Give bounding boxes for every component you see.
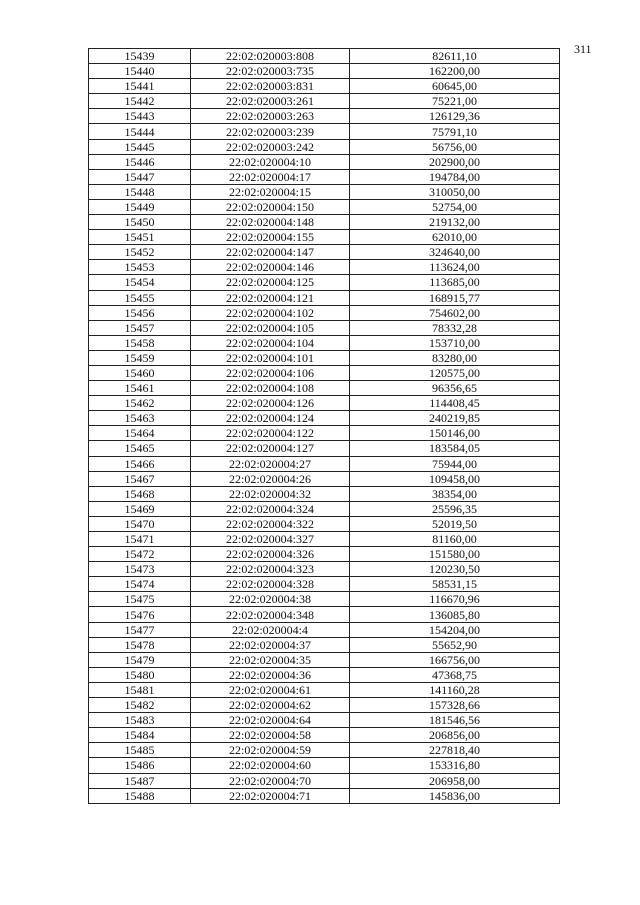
table-row: [89, 607, 560, 622]
registry-table-body: [89, 49, 560, 804]
table-row: [89, 245, 560, 260]
value-cell: 120230,50: [350, 562, 560, 577]
row-number-cell: 15456: [89, 305, 191, 320]
row-number-cell: 15446: [89, 154, 191, 169]
cadastral-number-cell: 22:02:020004:150: [191, 199, 350, 214]
value-cell: 219132,00: [350, 215, 560, 230]
value-cell: 136085,80: [350, 607, 560, 622]
row-number-cell: 15481: [89, 682, 191, 697]
table-row: [89, 411, 560, 426]
cadastral-number-cell: 22:02:020004:61: [191, 682, 350, 697]
value-cell: 157328,66: [350, 698, 560, 713]
cadastral-number-cell: 22:02:020003:242: [191, 139, 350, 154]
cadastral-number-cell: 22:02:020004:32: [191, 486, 350, 501]
value-cell: 82611,10: [350, 49, 560, 64]
cadastral-number-cell: 22:02:020004:10: [191, 154, 350, 169]
row-number-cell: 15478: [89, 637, 191, 652]
value-cell: 168915,77: [350, 290, 560, 305]
cadastral-number-cell: 22:02:020004:70: [191, 773, 350, 788]
row-number-cell: 15482: [89, 698, 191, 713]
row-number-cell: 15462: [89, 396, 191, 411]
cadastral-number-cell: 22:02:020004:101: [191, 350, 350, 365]
row-number-cell: 15485: [89, 743, 191, 758]
cadastral-number-cell: 22:02:020004:64: [191, 713, 350, 728]
row-number-cell: 15487: [89, 773, 191, 788]
row-number-cell: 15440: [89, 64, 191, 79]
table-row: [89, 109, 560, 124]
row-number-cell: 15453: [89, 260, 191, 275]
table-row: [89, 471, 560, 486]
cadastral-number-cell: 22:02:020004:58: [191, 728, 350, 743]
row-number-cell: 15483: [89, 713, 191, 728]
table-row: [89, 592, 560, 607]
table-row: [89, 758, 560, 773]
cadastral-number-cell: 22:02:020004:102: [191, 305, 350, 320]
cadastral-number-cell: 22:02:020004:26: [191, 471, 350, 486]
row-number-cell: 15445: [89, 139, 191, 154]
value-cell: 126129,36: [350, 109, 560, 124]
table-row: [89, 184, 560, 199]
value-cell: 83280,00: [350, 350, 560, 365]
row-number-cell: 15486: [89, 758, 191, 773]
table-row: [89, 260, 560, 275]
value-cell: 56756,00: [350, 139, 560, 154]
value-cell: 153710,00: [350, 335, 560, 350]
value-cell: 194784,00: [350, 169, 560, 184]
table-row: [89, 139, 560, 154]
row-number-cell: 15443: [89, 109, 191, 124]
cadastral-number-cell: 22:02:020004:124: [191, 411, 350, 426]
table-row: [89, 637, 560, 652]
row-number-cell: 15451: [89, 230, 191, 245]
table-row: [89, 698, 560, 713]
row-number-cell: 15444: [89, 124, 191, 139]
row-number-cell: 15467: [89, 471, 191, 486]
table-row: [89, 305, 560, 320]
value-cell: 113685,00: [350, 275, 560, 290]
value-cell: 75221,00: [350, 94, 560, 109]
cadastral-number-cell: 22:02:020004:105: [191, 320, 350, 335]
table-row: [89, 230, 560, 245]
row-number-cell: 15454: [89, 275, 191, 290]
cadastral-number-cell: 22:02:020003:808: [191, 49, 350, 64]
table-row: [89, 320, 560, 335]
value-cell: 141160,28: [350, 682, 560, 697]
table-row: [89, 335, 560, 350]
row-number-cell: 15476: [89, 607, 191, 622]
cadastral-number-cell: 22:02:020004:147: [191, 245, 350, 260]
row-number-cell: 15442: [89, 94, 191, 109]
row-number-cell: 15449: [89, 199, 191, 214]
cadastral-number-cell: 22:02:020004:106: [191, 365, 350, 380]
table-row: [89, 381, 560, 396]
row-number-cell: 15464: [89, 426, 191, 441]
cadastral-number-cell: 22:02:020004:126: [191, 396, 350, 411]
table-row: [89, 124, 560, 139]
cadastral-number-cell: 22:02:020004:148: [191, 215, 350, 230]
cadastral-number-cell: 22:02:020003:239: [191, 124, 350, 139]
table-row: [89, 290, 560, 305]
value-cell: 109458,00: [350, 471, 560, 486]
value-cell: 145836,00: [350, 788, 560, 803]
cadastral-number-cell: 22:02:020004:62: [191, 698, 350, 713]
value-cell: 52019,50: [350, 516, 560, 531]
cadastral-number-cell: 22:02:020004:327: [191, 532, 350, 547]
row-number-cell: 15459: [89, 350, 191, 365]
table-row: [89, 577, 560, 592]
registry-table: [88, 48, 560, 804]
value-cell: 25596,35: [350, 501, 560, 516]
table-row: [89, 215, 560, 230]
row-number-cell: 15473: [89, 562, 191, 577]
table-row: [89, 441, 560, 456]
value-cell: 166756,00: [350, 652, 560, 667]
row-number-cell: 15460: [89, 365, 191, 380]
table-row: [89, 275, 560, 290]
table-row: [89, 622, 560, 637]
table-row: [89, 501, 560, 516]
value-cell: 78332,28: [350, 320, 560, 335]
cadastral-number-cell: 22:02:020004:36: [191, 667, 350, 682]
value-cell: 151580,00: [350, 547, 560, 562]
row-number-cell: 15458: [89, 335, 191, 350]
row-number-cell: 15441: [89, 79, 191, 94]
row-number-cell: 15475: [89, 592, 191, 607]
row-number-cell: 15457: [89, 320, 191, 335]
table-row: [89, 94, 560, 109]
row-number-cell: 15479: [89, 652, 191, 667]
row-number-cell: 15484: [89, 728, 191, 743]
value-cell: 96356,65: [350, 381, 560, 396]
row-number-cell: 15448: [89, 184, 191, 199]
table-row: [89, 743, 560, 758]
table-row: [89, 169, 560, 184]
value-cell: 183584,05: [350, 441, 560, 456]
table-row: [89, 773, 560, 788]
cadastral-number-cell: 22:02:020004:146: [191, 260, 350, 275]
row-number-cell: 15466: [89, 456, 191, 471]
table-row: [89, 682, 560, 697]
cadastral-number-cell: 22:02:020004:125: [191, 275, 350, 290]
value-cell: 47368,75: [350, 667, 560, 682]
table-row: [89, 199, 560, 214]
table-row: [89, 788, 560, 803]
value-cell: 62010,00: [350, 230, 560, 245]
cadastral-number-cell: 22:02:020004:60: [191, 758, 350, 773]
table-row: [89, 547, 560, 562]
value-cell: 310050,00: [350, 184, 560, 199]
value-cell: 206958,00: [350, 773, 560, 788]
page-number: 311: [574, 42, 592, 56]
cadastral-number-cell: 22:02:020004:324: [191, 501, 350, 516]
value-cell: 120575,00: [350, 365, 560, 380]
cadastral-number-cell: 22:02:020004:121: [191, 290, 350, 305]
row-number-cell: 15474: [89, 577, 191, 592]
cadastral-number-cell: 22:02:020003:261: [191, 94, 350, 109]
table-row: [89, 49, 560, 64]
cadastral-number-cell: 22:02:020003:263: [191, 109, 350, 124]
cadastral-number-cell: 22:02:020004:15: [191, 184, 350, 199]
value-cell: 114408,45: [350, 396, 560, 411]
row-number-cell: 15461: [89, 381, 191, 396]
value-cell: 55652,90: [350, 637, 560, 652]
cadastral-number-cell: 22:02:020004:71: [191, 788, 350, 803]
cadastral-number-cell: 22:02:020004:17: [191, 169, 350, 184]
value-cell: 58531,15: [350, 577, 560, 592]
cadastral-number-cell: 22:02:020004:326: [191, 547, 350, 562]
value-cell: 75791,10: [350, 124, 560, 139]
cadastral-number-cell: 22:02:020004:323: [191, 562, 350, 577]
value-cell: 81160,00: [350, 532, 560, 547]
row-number-cell: 15471: [89, 532, 191, 547]
table-row: [89, 728, 560, 743]
table-row: [89, 154, 560, 169]
table-row: [89, 426, 560, 441]
cadastral-number-cell: 22:02:020004:59: [191, 743, 350, 758]
row-number-cell: 15439: [89, 49, 191, 64]
row-number-cell: 15447: [89, 169, 191, 184]
value-cell: 206856,00: [350, 728, 560, 743]
cadastral-number-cell: 22:02:020004:35: [191, 652, 350, 667]
row-number-cell: 15468: [89, 486, 191, 501]
table-row: [89, 365, 560, 380]
row-number-cell: 15455: [89, 290, 191, 305]
value-cell: 116670,96: [350, 592, 560, 607]
cadastral-number-cell: 22:02:020003:735: [191, 64, 350, 79]
table-row: [89, 350, 560, 365]
value-cell: 75944,00: [350, 456, 560, 471]
table-row: [89, 396, 560, 411]
value-cell: 38354,00: [350, 486, 560, 501]
value-cell: 181546,56: [350, 713, 560, 728]
row-number-cell: 15450: [89, 215, 191, 230]
value-cell: 153316,80: [350, 758, 560, 773]
table-row: [89, 713, 560, 728]
cadastral-number-cell: 22:02:020004:122: [191, 426, 350, 441]
table-row: [89, 652, 560, 667]
value-cell: 754602,00: [350, 305, 560, 320]
cadastral-number-cell: 22:02:020004:348: [191, 607, 350, 622]
value-cell: 154204,00: [350, 622, 560, 637]
table-row: [89, 516, 560, 531]
value-cell: 60645,00: [350, 79, 560, 94]
row-number-cell: 15469: [89, 501, 191, 516]
value-cell: 240219,85: [350, 411, 560, 426]
row-number-cell: 15477: [89, 622, 191, 637]
row-number-cell: 15488: [89, 788, 191, 803]
row-number-cell: 15463: [89, 411, 191, 426]
cadastral-number-cell: 22:02:020004:108: [191, 381, 350, 396]
cadastral-number-cell: 22:02:020004:38: [191, 592, 350, 607]
cadastral-number-cell: 22:02:020003:831: [191, 79, 350, 94]
cadastral-number-cell: 22:02:020004:37: [191, 637, 350, 652]
value-cell: 202900,00: [350, 154, 560, 169]
cadastral-number-cell: 22:02:020004:328: [191, 577, 350, 592]
cadastral-number-cell: 22:02:020004:155: [191, 230, 350, 245]
row-number-cell: 15465: [89, 441, 191, 456]
row-number-cell: 15470: [89, 516, 191, 531]
value-cell: 52754,00: [350, 199, 560, 214]
value-cell: 324640,00: [350, 245, 560, 260]
row-number-cell: 15452: [89, 245, 191, 260]
table-row: [89, 532, 560, 547]
row-number-cell: 15472: [89, 547, 191, 562]
table-row: [89, 486, 560, 501]
table-row: [89, 79, 560, 94]
table-row: [89, 562, 560, 577]
cadastral-number-cell: 22:02:020004:104: [191, 335, 350, 350]
cadastral-number-cell: 22:02:020004:27: [191, 456, 350, 471]
table-row: [89, 667, 560, 682]
row-number-cell: 15480: [89, 667, 191, 682]
value-cell: 113624,00: [350, 260, 560, 275]
cadastral-number-cell: 22:02:020004:127: [191, 441, 350, 456]
table-row: [89, 456, 560, 471]
value-cell: 162200,00: [350, 64, 560, 79]
value-cell: 150146,00: [350, 426, 560, 441]
cadastral-number-cell: 22:02:020004:4: [191, 622, 350, 637]
value-cell: 227818,40: [350, 743, 560, 758]
cadastral-number-cell: 22:02:020004:322: [191, 516, 350, 531]
table-row: [89, 64, 560, 79]
